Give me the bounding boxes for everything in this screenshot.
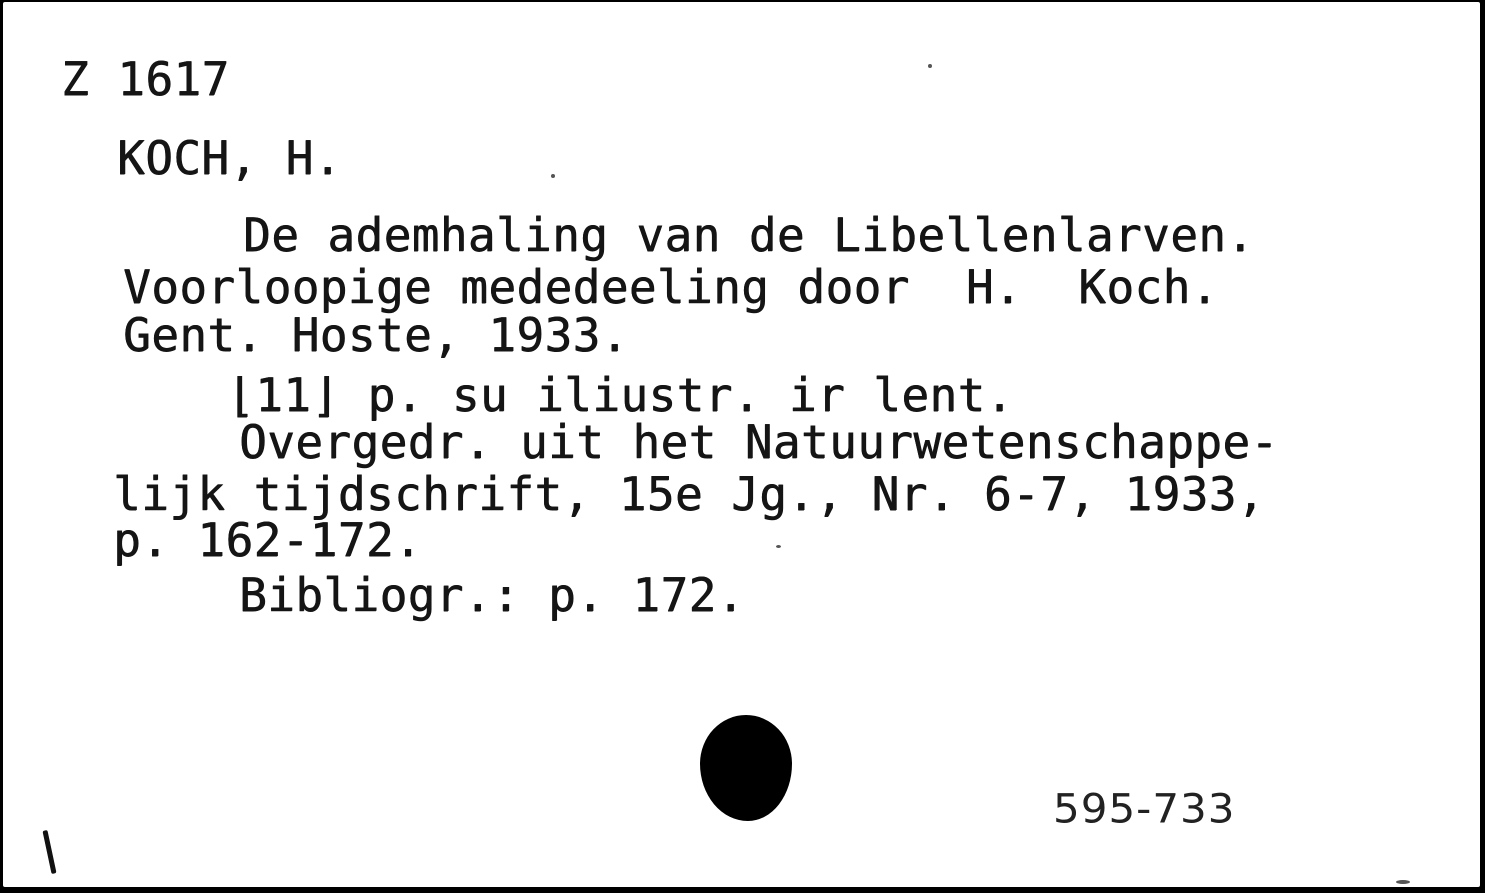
note-line-2: lijk tijdschrift, 15e Jg., Nr. 6-7, 1933, bbox=[113, 467, 1265, 521]
title-line-2: Voorloopige mededeeling door H. Koch. bbox=[123, 260, 1219, 314]
dust-speck bbox=[551, 174, 555, 178]
pen-mark bbox=[42, 830, 56, 874]
call-number: Z 1617 bbox=[61, 52, 230, 106]
dust-speck bbox=[776, 545, 781, 548]
collation: ⌊11⌋ p. su iliustr. ir lent. bbox=[227, 368, 1014, 422]
imprint: Gent. Hoste, 1933. bbox=[123, 308, 629, 362]
dust-speck bbox=[1396, 880, 1410, 884]
title-line-1: De ademhaling van de Libellenlarven. bbox=[243, 208, 1255, 262]
note-line-1: Overgedr. uit het Natuurwetenschappe- bbox=[239, 415, 1279, 469]
catalog-card bbox=[3, 2, 1480, 887]
author-heading: KOCH, H. bbox=[117, 131, 342, 185]
bibliography-note: Bibliogr.: p. 172. bbox=[239, 568, 745, 622]
dust-speck bbox=[928, 64, 932, 68]
accession-number: 595-733 bbox=[1053, 785, 1236, 832]
punch-hole bbox=[700, 715, 792, 821]
note-line-3: p. 162-172. bbox=[113, 513, 423, 567]
